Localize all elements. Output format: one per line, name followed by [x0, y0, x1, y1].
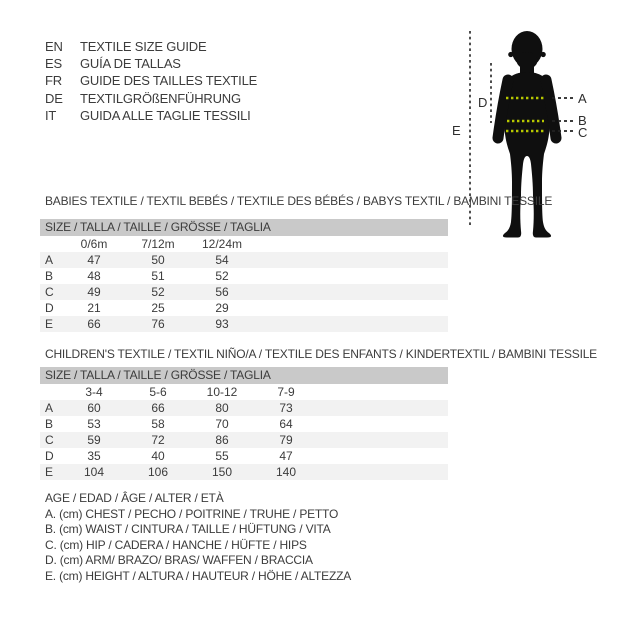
table-row	[40, 300, 448, 316]
children-size-table	[40, 367, 448, 480]
row-label: C	[45, 285, 54, 299]
row-label: A	[45, 253, 54, 267]
legend-arm: D. (cm) ARM/ BRAZO/ BRAS/ WAFFEN / BRACCIA	[45, 553, 313, 568]
column-header: 5-6	[149, 385, 167, 399]
cell-value: 48	[87, 269, 101, 283]
cell-value: 93	[215, 317, 229, 331]
lang-label: TEXTILGRÖßENFÜHRUNG	[80, 90, 241, 106]
cell-value: 70	[215, 417, 229, 431]
cell-value: 55	[215, 449, 229, 463]
cell-value: 53	[87, 417, 101, 431]
cell-value: 104	[83, 465, 105, 479]
label-arm-d: D	[478, 95, 488, 110]
label-height-e: E	[452, 123, 461, 138]
row-label: A	[45, 401, 54, 415]
cell-value: 58	[151, 417, 165, 431]
language-list	[45, 38, 257, 124]
column-header: 7/12m	[141, 237, 175, 251]
cell-value: 54	[215, 253, 229, 267]
column-header: 0/6m	[80, 237, 108, 251]
lang-label: GUÍA DE TALLAS	[80, 56, 181, 72]
lang-code: FR	[45, 73, 62, 89]
cell-value: 64	[279, 417, 293, 431]
table-row	[40, 448, 448, 464]
row-label: E	[45, 317, 54, 331]
cell-value: 29	[215, 301, 229, 315]
lang-code: ES	[45, 56, 62, 72]
cell-value: 73	[279, 401, 293, 415]
lang-label: TEXTILE SIZE GUIDE	[80, 39, 207, 55]
cell-value: 59	[87, 433, 101, 447]
lang-code: EN	[45, 39, 63, 55]
column-header: 3-4	[85, 385, 103, 399]
cell-value: 66	[87, 317, 101, 331]
table-row	[40, 316, 448, 332]
cell-value: 60	[87, 401, 101, 415]
row-label: C	[45, 433, 54, 447]
cell-value: 140	[275, 465, 297, 479]
cell-value: 49	[87, 285, 101, 299]
table-row	[40, 268, 448, 284]
column-header: 10-12	[206, 385, 238, 399]
legend-waist: B. (cm) WAIST / CINTURA / TAILLE / HÜFTUNG / VITA	[45, 522, 331, 537]
table-column-header-row	[40, 384, 448, 400]
row-label: B	[45, 417, 54, 431]
lang-row-en	[45, 38, 257, 55]
cell-value: 51	[151, 269, 165, 283]
row-label: D	[45, 449, 54, 463]
legend-chest: A. (cm) CHEST / PECHO / POITRINE / TRUHE / PETTO	[45, 506, 339, 521]
table-header-size: SIZE / TALLA / TAILLE / GRÖSSE / TAGLIA	[40, 367, 448, 384]
legend-height: E. (cm) HEIGHT / ALTURA / HAUTEUR / HÖHE / ALTEZZA	[45, 568, 352, 583]
cell-value: 52	[151, 285, 165, 299]
cell-value: 106	[147, 465, 169, 479]
cell-value: 76	[151, 317, 165, 331]
cell-value: 35	[87, 449, 101, 463]
lang-row-de	[45, 90, 257, 107]
table-column-header-row	[40, 236, 448, 252]
measurement-diagram	[450, 16, 612, 244]
lang-label: GUIDA ALLE TAGLIE TESSILI	[80, 107, 251, 123]
row-label: E	[45, 465, 54, 479]
column-header: 12/24m	[201, 237, 243, 251]
cell-value: 56	[215, 285, 229, 299]
cell-value: 47	[87, 253, 101, 267]
legend-age: AGE / EDAD / ÂGE / ALTER / ETÀ	[45, 491, 224, 505]
label-hip-c: C	[578, 125, 588, 140]
cell-value: 52	[215, 269, 229, 283]
lang-row-fr	[45, 72, 257, 89]
label-chest-a: A	[578, 91, 587, 106]
lang-code: IT	[45, 107, 57, 123]
table-row	[40, 400, 448, 416]
table-row	[40, 416, 448, 432]
cell-value: 47	[279, 449, 293, 463]
table-row	[40, 464, 448, 480]
lang-label: GUIDE DES TAILLES TEXTILE	[80, 73, 258, 89]
label-waist-b: B	[578, 113, 587, 128]
cell-value: 50	[151, 253, 165, 267]
legend-hip: C. (cm) HIP / CADERA / HANCHE / HÜFTE / HIPS	[45, 537, 307, 552]
row-label: D	[45, 301, 54, 315]
lang-row-it	[45, 107, 257, 124]
babies-section-title: BABIES TEXTILE / TEXTIL BEBÉS / TEXTILE DES BÉBÉS / BABYS TEXTIL / BAMBINI TESSILE	[45, 194, 553, 208]
table-row	[40, 284, 448, 300]
lang-code: DE	[45, 90, 63, 106]
table-row	[40, 252, 448, 268]
cell-value: 79	[279, 433, 293, 447]
cell-value: 66	[151, 401, 165, 415]
lang-row-es	[45, 55, 257, 72]
child-silhouette-icon	[450, 16, 612, 244]
column-header: 7-9	[277, 385, 295, 399]
children-section-title: CHILDREN'S TEXTILE / TEXTIL NIÑO/A / TEXTILE DES ENFANTS / KINDERTEXTIL / BAMBINI TESSILE	[45, 347, 597, 361]
measurement-legend	[45, 491, 351, 585]
cell-value: 72	[151, 433, 165, 447]
babies-size-table	[40, 219, 448, 332]
cell-value: 25	[151, 301, 165, 315]
cell-value: 21	[87, 301, 101, 315]
cell-value: 86	[215, 433, 229, 447]
cell-value: 80	[215, 401, 229, 415]
cell-value: 40	[151, 449, 165, 463]
row-label: B	[45, 269, 54, 283]
table-row	[40, 432, 448, 448]
table-header-size: SIZE / TALLA / TAILLE / GRÖSSE / TAGLIA	[40, 219, 448, 236]
cell-value: 150	[211, 465, 233, 479]
